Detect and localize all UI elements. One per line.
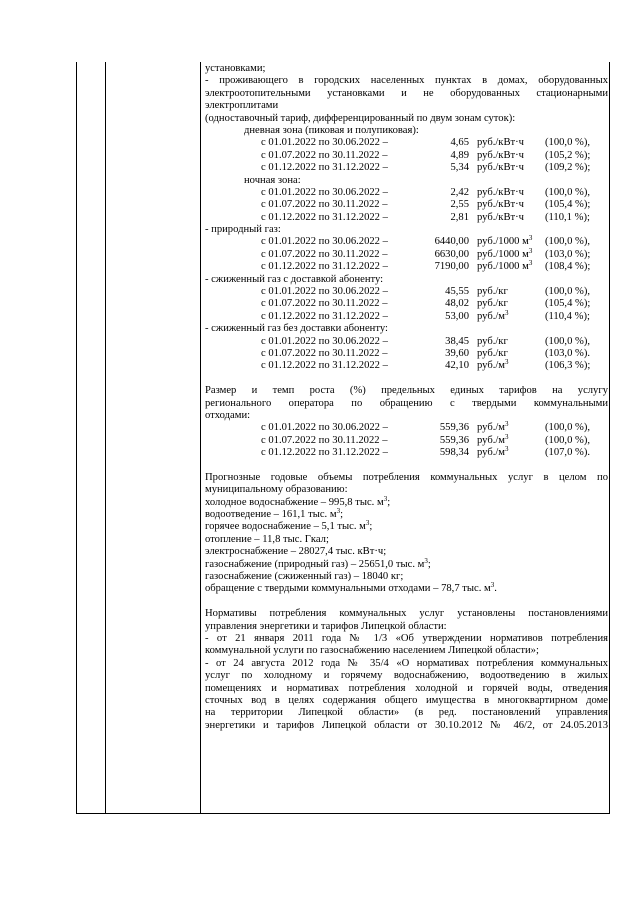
tariff-value: 2,81	[450, 211, 469, 223]
norms-line: - от 21 января 2011 года № 1/3 «Об утверждении нормативов потребления	[205, 632, 608, 644]
tariff-unit	[477, 199, 524, 211]
tariff-value: 53,00	[445, 310, 469, 322]
tariff-unit-sup: 3	[528, 246, 533, 255]
tariff-value: 39,60	[445, 347, 469, 359]
tariff-unit	[477, 150, 524, 162]
tariff-unit-text: руб./кг	[477, 298, 508, 310]
waste-rows	[205, 422, 608, 459]
volume-item-sup: 3	[383, 494, 388, 503]
tariff-growth-pct: (110,1 %);	[545, 211, 590, 223]
tariff-row	[205, 246, 608, 261]
tariff-unit-text: руб./кВт·ч	[477, 186, 524, 198]
volumes-heading-line: муниципальному образованию:	[205, 484, 348, 496]
volume-item-text: электроснабжение – 28027,4 тыс. кВт·ч;	[205, 546, 387, 558]
tariff-unit-text: руб./кг	[477, 335, 508, 347]
tariff-unit-text: руб./кВт·ч	[477, 137, 524, 149]
volume-item-text: газоснабжение (природный газ) – 25651,0 тыс. м	[205, 558, 425, 570]
tariff-period: с 01.01.2022 по 30.06.2022 –	[261, 137, 388, 149]
tariff-unit-sup: 3	[505, 432, 509, 441]
tariff-period: с 01.12.2022 по 31.12.2022 –	[261, 310, 388, 322]
norms-line: услуг по холодному и горячему водоснабжению, водоотведению в жилых	[205, 670, 608, 682]
volume-item	[205, 509, 608, 521]
volume-item-tail: ;	[340, 509, 344, 521]
tariff-growth-pct: (106,3 %);	[545, 360, 591, 372]
lpg-delivery-rows	[205, 286, 608, 323]
tariff-period: с 01.07.2022 по 30.11.2022 –	[261, 298, 388, 310]
volume-item	[205, 583, 608, 595]
volume-item-text: холодное водоснабжение – 995,8 тыс. м	[205, 496, 384, 508]
tariff-unit	[477, 447, 509, 459]
volume-item-tail: .	[494, 583, 497, 595]
waste-text-line: регионального оператора по обращению с твердыми коммунальными	[205, 397, 608, 409]
tariff-period: с 01.12.2022 по 31.12.2022 –	[261, 261, 388, 273]
tariff-unit-text: руб./м	[477, 360, 505, 372]
tariff-unit	[477, 308, 509, 323]
volumes-heading-line: Прогнозные годовые объемы потребления коммунальных услуг в целом по	[205, 471, 608, 483]
natural-gas-label: - природный газ:	[205, 224, 281, 236]
intro-line: установками;	[205, 63, 266, 74]
tariff-period: с 01.07.2022 по 30.11.2022 –	[261, 347, 388, 359]
intro-line: - проживающего в городских населенных пунктах в домах, оборудованных	[205, 75, 608, 87]
tariff-unit-text: руб./кВт·ч	[477, 149, 524, 161]
volume-item	[205, 571, 608, 583]
tariff-row	[205, 336, 608, 348]
tariff-row	[205, 286, 608, 298]
tariff-value: 7190,00	[434, 261, 469, 273]
tariff-unit	[477, 360, 509, 372]
tariff-value: 5,34	[450, 162, 469, 174]
tariff-row	[205, 150, 608, 162]
tariff-unit-text: руб./1000 м	[477, 248, 529, 260]
tariff-growth-pct: (100,0 %),	[545, 434, 591, 446]
tariff-row	[205, 447, 608, 459]
tariff-value: 4,89	[450, 149, 469, 161]
intro-line: (одноставочный тариф, дифференцированный по двум зонам суток):	[205, 112, 516, 124]
tariff-value: 38,45	[445, 335, 469, 347]
tariff-growth-pct: (100,0 %),	[545, 422, 591, 434]
tariff-unit-sup: 3	[505, 445, 509, 454]
tariff-unit-sup: 3	[505, 358, 509, 367]
norms-line: управления энергетики и тарифов Липецкой области:	[205, 620, 447, 632]
tariff-value: 559,36	[439, 422, 469, 434]
night-zone-rows	[205, 187, 608, 224]
volume-item-tail: ;	[427, 558, 431, 570]
tariff-unit-sup: 3	[528, 259, 533, 268]
tariff-row	[205, 432, 608, 447]
lpg-no-delivery-rows	[205, 336, 608, 373]
norms-line: коммунальной услуги по газоснабжению населением Липецкой области»;	[205, 645, 539, 657]
volume-item	[205, 494, 608, 509]
tariff-unit-text: руб./кг	[477, 286, 508, 298]
tariff-unit	[477, 298, 508, 310]
tariff-unit	[477, 236, 532, 248]
tariff-value: 45,55	[445, 286, 469, 298]
intro-line: электроотопительными установками и не оборудованных стационарными	[205, 87, 608, 99]
tariff-unit-text: руб./кВт·ч	[477, 199, 524, 211]
tariff-period: с 01.07.2022 по 30.11.2022 –	[261, 434, 388, 446]
tariff-value: 598,34	[439, 447, 469, 459]
tariff-growth-pct: (100,0 %),	[545, 137, 591, 149]
tariff-period: с 01.07.2022 по 30.11.2022 –	[261, 199, 388, 211]
tariff-unit-text: руб./м	[477, 434, 505, 446]
tariff-unit-text: руб./м	[477, 447, 505, 459]
tariff-period: с 01.01.2022 по 30.06.2022 –	[261, 335, 388, 347]
tariff-row	[205, 261, 608, 273]
tariff-row	[205, 298, 608, 310]
day-zone-rows	[205, 137, 608, 174]
tariff-growth-pct: (100,0 %),	[545, 186, 591, 198]
tariff-row	[205, 199, 608, 211]
tariff-unit	[477, 187, 524, 199]
volume-item	[205, 521, 608, 533]
tariff-period: с 01.12.2022 по 31.12.2022 –	[261, 162, 388, 174]
tariff-unit	[477, 137, 524, 149]
norms-line: энергетики и тарифов Липецкой области от 30.10.2012 № 46/2, от 24.05.2013	[205, 719, 608, 731]
tariff-period: с 01.07.2022 по 30.11.2022 –	[261, 149, 388, 161]
volume-item	[205, 534, 608, 546]
norms-line: сточных вод в целях содержания общего имущества в многоквартирном доме	[205, 694, 608, 706]
waste-text	[205, 385, 608, 422]
tariff-unit-text: руб./1000 м	[477, 261, 529, 273]
volume-item-text: водоотведение – 161,1 тыс. м	[205, 509, 337, 521]
tariff-row	[205, 308, 608, 323]
volume-item-sup: 3	[336, 507, 341, 516]
volumes-heading	[205, 472, 608, 497]
tariff-row	[205, 187, 608, 199]
tariff-period: с 01.01.2022 по 30.06.2022 –	[261, 422, 388, 434]
tariff-row	[205, 360, 608, 372]
tariff-unit	[477, 261, 532, 273]
day-zone-label: дневная зона (пиковая и полупиковая):	[244, 124, 419, 136]
tariff-growth-pct: (103,0 %);	[545, 248, 591, 260]
tariff-unit-text: руб./кг	[477, 347, 508, 359]
tariff-unit	[477, 286, 508, 298]
norms-block	[205, 608, 608, 732]
tariff-growth-pct: (105,4 %);	[545, 298, 591, 310]
volume-item-text: газоснабжение (сжиженный газ) – 18040 кг;	[205, 571, 404, 583]
volume-item-tail: ;	[369, 521, 373, 533]
tariff-row	[205, 422, 608, 434]
volume-item	[205, 556, 608, 571]
tariff-row	[205, 212, 608, 224]
tariff-period: с 01.01.2022 по 30.06.2022 –	[261, 186, 388, 198]
tariff-growth-pct: (107,0 %).	[545, 447, 591, 459]
norms-line: помещениях и нормативах потребления холодной и горячей воды, отведения	[205, 682, 608, 694]
volume-item-sup: 3	[424, 556, 428, 565]
tariff-period: с 01.01.2022 по 30.06.2022 –	[261, 236, 388, 248]
tariff-growth-pct: (109,2 %);	[545, 162, 591, 174]
tariff-growth-pct: (100,0 %),	[545, 335, 591, 347]
tariff-unit	[477, 336, 508, 348]
tariff-value: 2,55	[450, 199, 469, 211]
tariff-period: с 01.07.2022 по 30.11.2022 –	[261, 248, 388, 260]
tariff-unit-sup: 3	[528, 234, 533, 243]
tariff-value: 559,36	[439, 434, 469, 446]
norms-line: на территории Липецкой области» (в ред. постановлений управления	[205, 707, 608, 719]
tariff-row	[205, 162, 608, 174]
tariff-period: с 01.12.2022 по 31.12.2022 –	[261, 360, 388, 372]
tariff-growth-pct: (100,0 %),	[545, 286, 591, 298]
tariff-value: 48,02	[445, 298, 469, 310]
tariff-growth-pct: (110,4 %);	[545, 310, 590, 322]
norms-line: Нормативы потребления коммунальных услуг установлены постановлениями	[205, 608, 608, 620]
tariff-unit-sup: 3	[505, 308, 509, 317]
tariff-unit-text: руб./кВт·ч	[477, 211, 524, 223]
tariff-growth-pct: (100,0 %),	[545, 236, 591, 248]
waste-text-line: Размер и темп роста (%) предельных единых тарифов на услугу	[205, 385, 608, 397]
tariff-value: 6630,00	[434, 248, 469, 260]
tariff-period: с 01.12.2022 по 31.12.2022 –	[261, 211, 388, 223]
tariff-unit-text: руб./1000 м	[477, 236, 529, 248]
table-cell-content	[205, 63, 608, 732]
intro-line: электроплитами	[205, 100, 279, 112]
volume-item-text: горячее водоснабжение – 5,1 тыс. м	[205, 521, 366, 533]
volume-item-text: обращение с твердыми коммунальными отходами – 78,7 тыс. м	[205, 583, 491, 595]
waste-text-line: отходами:	[205, 409, 251, 421]
tariff-unit	[477, 212, 524, 224]
tariff-row	[205, 137, 608, 149]
tariff-unit-text: руб./кВт·ч	[477, 162, 524, 174]
column-divider-2	[200, 62, 201, 814]
tariff-value: 6440,00	[434, 236, 469, 248]
tariff-growth-pct: (108,4 %);	[545, 261, 591, 273]
tariff-unit-sup: 3	[505, 420, 509, 429]
volume-item-tail: ;	[387, 496, 391, 508]
natural-gas-rows	[205, 236, 608, 273]
column-divider-1	[105, 62, 106, 814]
volume-item-sup: 3	[490, 581, 495, 590]
tariff-unit	[477, 162, 524, 174]
intro-block	[205, 63, 608, 125]
tariff-row	[205, 348, 608, 360]
tariff-unit	[477, 432, 509, 447]
tariff-unit	[477, 422, 509, 434]
tariff-unit-text: руб./м	[477, 310, 505, 322]
tariff-row	[205, 236, 608, 248]
lpg-delivery-label: - сжиженный газ с доставкой абоненту:	[205, 273, 384, 285]
lpg-no-delivery-label: - сжиженный газ без доставки абоненту:	[205, 323, 388, 335]
tariff-value: 42,10	[445, 360, 469, 372]
tariff-value: 2,42	[450, 186, 469, 198]
tariff-growth-pct: (105,4 %);	[545, 199, 591, 211]
tariff-unit-text: руб./м	[477, 422, 505, 434]
tariff-growth-pct: (105,2 %);	[545, 149, 591, 161]
volume-item-text: отопление – 11,8 тыс. Гкал;	[205, 533, 329, 545]
tariff-period: с 01.01.2022 по 30.06.2022 –	[261, 286, 388, 298]
tariff-value: 4,65	[450, 137, 469, 149]
tariff-unit	[477, 348, 508, 360]
tariff-unit	[477, 246, 533, 261]
volumes-list	[205, 494, 608, 596]
tariff-growth-pct: (103,0 %).	[545, 347, 591, 359]
volume-item	[205, 546, 608, 558]
norms-line: - от 24 августа 2012 года № 35/4 «О нормативах потребления коммунальных	[205, 657, 608, 669]
tariff-period: с 01.12.2022 по 31.12.2022 –	[261, 447, 388, 459]
volume-item-sup: 3	[365, 519, 370, 528]
night-zone-label: ночная зона:	[244, 174, 301, 186]
